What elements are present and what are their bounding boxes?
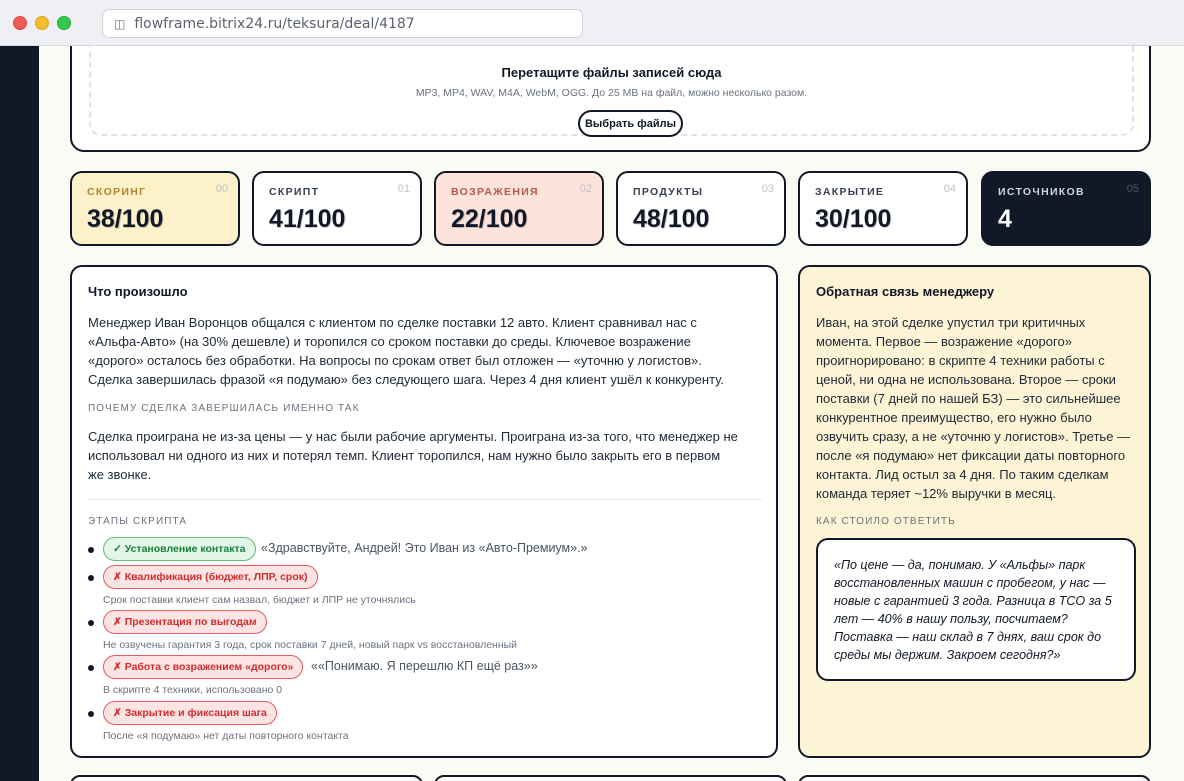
stage-status-badge: ✗ Работа с возражением «дорого»	[103, 655, 303, 679]
stage-status-badge: ✗ Презентация по выгодам	[103, 610, 267, 634]
metric-card-objections	[434, 171, 604, 246]
what-happened-card	[70, 265, 778, 758]
metric-label: ЗАКРЫТИЕ	[815, 186, 885, 198]
metric-label: ИСТОЧНИКОВ	[998, 186, 1085, 198]
upload-title: Перетащите файлы записей сюда	[501, 65, 722, 80]
metric-value: 38/100	[87, 205, 164, 233]
metric-value: 48/100	[633, 205, 710, 233]
metric-card-products	[616, 171, 786, 246]
metric-label: ВОЗРАЖЕНИЯ	[451, 186, 539, 198]
stage-status-badge: ✗ Квалификация (бюджет, ЛПР, срок)	[103, 565, 318, 589]
next-card	[798, 775, 1151, 781]
browser-chrome	[0, 0, 1184, 46]
stage-note: После «я подумаю» нет даты повторного контакта	[103, 730, 349, 742]
metric-card-closing	[798, 171, 968, 246]
feedback-text: Иван, на этой сделке упустил три критичных момента. Первое — возражение «дорого» проигнорировано: в скрипте 4 техники работы с ценой, ни одна не использована. Второе — сроки поставки (7 дней по нашей БЗ) — это сильнейшее конкурентное преимущество, его нужно было озвучить сразу, а не «уточню у логистов». Третье — после «я подумаю» нет фиксации даты повторного контакта. Лид остыл за 4 дня. По таким сделкам команда теряет ~12% выручки в месяц.	[816, 315, 1131, 501]
metric-label: СКРИПТ	[269, 186, 320, 198]
metric-label: СКОРИНГ	[87, 186, 147, 198]
why-text: Сделка проиграна не из-за цены — у нас были рабочие аргументы. Проиграна из-за того, что менеджер не использовал ни одного из них и потерял темп. Клиент торопился, нам нужно было закрыть его в первом же звонке.	[88, 429, 738, 482]
metric-index: 03	[761, 183, 774, 195]
address-bar[interactable]	[102, 9, 583, 38]
metric-label: ПРОДУКТЫ	[633, 186, 704, 198]
metric-card-script	[252, 171, 422, 246]
metric-value: 4	[998, 205, 1012, 233]
metric-index: 05	[1126, 183, 1139, 195]
lock-icon: ◫	[114, 16, 126, 31]
minimize-window-button[interactable]	[35, 16, 49, 30]
upload-hint: MP3, MP4, WAV, M4A, WebM, OGG. До 25 MB на файл, можно несколько разом.	[415, 87, 808, 99]
bullet-icon	[88, 575, 94, 581]
divider	[88, 499, 762, 500]
what-happened-text: Менеджер Иван Воронцов общался с клиентом по сделке поставки 12 авто. Клиент сравнивал нас с «Альфа-Авто» (на 30% дешевле) и торопился со сроком поставки до среды. Ключевое возражение «дорого» осталось без обработки. На вопросы по срокам ответ был отложен — «уточню у логистов». Сделка завершилась фразой «я подумаю» без следующего шага. Через 4 дня клиент ушёл к конкуренту.	[88, 315, 724, 387]
metric-index: 00	[215, 183, 228, 195]
bullet-icon	[88, 665, 94, 671]
metric-value: 22/100	[451, 205, 528, 233]
stage-quote: «Здравствуйте, Андрей! Это Иван из «Авто-Премиум».»	[261, 541, 588, 555]
stage-status-badge: ✓ Установление контакта	[103, 537, 256, 561]
stage-note: В скрипте 4 техники, использовано 0	[103, 684, 283, 696]
choose-files-button[interactable]: Выбрать файлы	[578, 110, 683, 137]
stage-note: Не озвучены гарантия 3 года, срок поставки 7 дней, новый парк vs восстановленный	[103, 639, 518, 651]
why-caption: ПОЧЕМУ СДЕЛКА ЗАВЕРШИЛАСЬ ИМЕННО ТАК	[88, 403, 360, 414]
stage-note: Срок поставки клиент сам назвал, бюджет и ЛПР не уточнялись	[103, 594, 416, 606]
address-bar-url: flowframe.bitrix24.ru/teksura/deal/4187	[134, 15, 415, 32]
what-happened-title: Что произошло	[88, 284, 188, 299]
metric-card-scoring	[70, 171, 240, 246]
file-dropzone[interactable]	[89, 46, 1134, 136]
deal-page	[39, 46, 1184, 781]
metric-index: 01	[397, 183, 410, 195]
script-stages-caption: ЭТАПЫ СКРИПТА	[88, 516, 188, 527]
metric-value: 41/100	[269, 205, 346, 233]
metric-card-sources	[981, 171, 1151, 246]
suggested-answer: «По цене — да, понимаю. У «Альфы» парк восстановленных машин с пробегом, у нас — новые с гарантией 3 года. Разница в TCO за 5 лет — 40% в нашу пользу, посчитаем? Поставка — наш склад в 7 днях, ваш срок до среды мы держим. Закроем сегодня?»	[816, 538, 1136, 681]
feedback-title: Обратная связь менеджеру	[816, 284, 995, 299]
metric-index: 04	[943, 183, 956, 195]
bullet-icon	[88, 711, 94, 717]
stage-status-badge: ✗ Закрытие и фиксация шага	[103, 701, 277, 725]
stage-quote: ««Понимаю. Я перешлю КП ещё раз»»	[311, 659, 538, 673]
metric-value: 30/100	[815, 205, 892, 233]
sidebar-rail	[0, 46, 39, 781]
manager-feedback-card	[798, 265, 1151, 758]
answer-caption: КАК СТОИЛО ОТВЕТИТЬ	[816, 516, 956, 527]
metric-index: 02	[579, 183, 592, 195]
bullet-icon	[88, 620, 94, 626]
bullet-icon	[88, 547, 94, 553]
close-window-button[interactable]	[13, 16, 27, 30]
next-card	[70, 775, 423, 781]
maximize-window-button[interactable]	[57, 16, 71, 30]
next-card	[434, 775, 787, 781]
upload-card	[70, 46, 1151, 152]
